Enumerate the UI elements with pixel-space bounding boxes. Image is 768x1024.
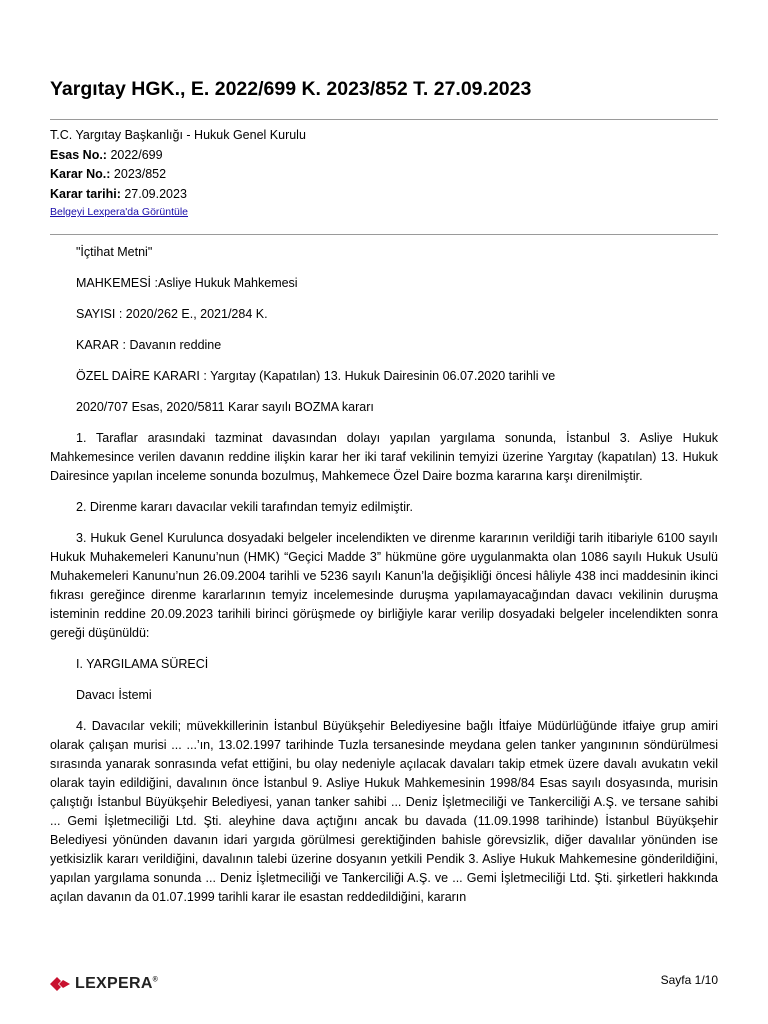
esas-value: 2022/699 (110, 147, 163, 162)
paragraph: 4. Davacılar vekili; müvekkillerinin İstanbul Büyükşehir Belediyesine bağlı İtfaiye Müdürlüğünde itfaiye grup amiri olarak çalışan murisi ... ...’ın, 13.02.1997 tarihinde Tuzla tersanesinde meydana gelen tanker yangınının söndürülmesi sırasında yanarak sonrasında vefat ettiğini, bu olay nedeniyle açılacak davaları takip etmek üzere davalı avukatın vekil olarak tayin edildiğini, davalının önce İstanbul 9. Asliye Hukuk Mahkemesinin 1998/84 Esas sayılı dosyasında, murisin çalıştığı İstanbul Büyükşehir Belediyesi, yanan tanker sahibi ... Deniz İşletmeciliği ve Tankerciliği A.Ş. ve tersane sahibi ... Gemi İşletmeciliği Ltd. Şti. aleyhine dava açtığını ancak bu davada (11.09.1998 tarihinde) İstanbul Büyükşehir Belediyesi yönünden davanın idari yargıda görülmesi gerektiğinden bahisle görevsizlik, diğer davalılar yönünden ise yetkisizlik kararı verildiğini, davalının talebi üzerine dosyanın yetkili Pendik 3. Asliye Hukuk Mahkemesine gönderildiğini, yapılan yargılama sonunda ... Deniz İşletmeciliği ve Tankerciliği A.Ş. ve ... Gemi İşletmeciliği Ltd. Şti. şirketleri hakkında açılan davanın da 01.07.1999 tarihli karar ile esastan reddedildiğini, kararın (50, 719, 718, 904)
court-name: T.C. Yargıtay Başkanlığı - Hukuk Genel Kurulu (50, 128, 306, 142)
lexpera-wordmark: LEXPERA® (75, 975, 159, 992)
esas-no (50, 146, 306, 166)
tarih-label: Karar tarihi: (50, 186, 121, 201)
paragraph: "İçtihat Metni" (76, 245, 153, 259)
paragraph: MAHKEMESİ :Asliye Hukuk Mahkemesi (76, 276, 298, 290)
karar-label: Karar No.: (50, 167, 111, 181)
karar-value: 2023/852 (113, 167, 167, 181)
meta-divider (50, 234, 718, 235)
document-meta (50, 126, 306, 220)
karar-no (50, 165, 306, 185)
subsection-heading: Davacı İstemi (76, 688, 152, 702)
paragraph: SAYISI : 2020/262 E., 2021/284 K. (76, 307, 268, 321)
document-title: Yargıtay HGK., E. 2022/699 K. 2023/852 T. 27.09.2023 (50, 78, 532, 100)
paragraph: 3. Hukuk Genel Kurulunca dosyadaki belgeler incelendikten ve direnme kararının verildiği tarih itibariyle 6100 sayılı Hukuk Muhakemeleri Kanunu’nun (HMK) “Geçici Madde 3” hükmüne göre uygulanmakta olan 1086 sayılı Hukuk Usulü Muhakemeleri Kanunu’nun 26.09.2004 tarihli ve 5236 sayılı Kanun’la değişikliği öncesi hâliyle 438 inci maddesinin ikinci fıkrası gereğince direnme kararlarının temyiz incelemesinde duruşma yapılamayacağından davacı vekilinin duruşma isteminin reddine 20.09.2023 tarihili birinci görüşmede oy birliğiyle karar verilip dosyadaki belgeler incelendikten sonra gereği düşünüldü: (50, 531, 718, 640)
document-body (50, 243, 718, 919)
paragraph: KARAR : Davanın reddine (76, 338, 222, 352)
paragraph: 2. Direnme kararı davacılar vekili tarafından temyiz edilmiştir. (76, 500, 413, 514)
paragraph: 1. Taraflar arasındaki tazminat davasından dolayı yapılan yargılama sonunda, İstanbul 3. Asliye Hukuk Mahkemesince verilen davanın reddine ilişkin karar her iki taraf vekilinin temyizi üzerine Yargıtay (kapatılan) 13. Hukuk Dairesince yapılan inceleme sonunda bozulmuş, Mahkemece Özel Daire bozma kararına karşı direnilmiştir. (50, 431, 718, 483)
top-divider (50, 119, 718, 120)
view-in-lexpera-link[interactable]: Belgeyi Lexpera'da Görüntüle (50, 206, 189, 218)
karar-tarihi (50, 185, 306, 205)
esas-label: Esas No.: (50, 147, 107, 162)
page-number: Sayfa 1/10 (660, 973, 718, 987)
paragraph: ÖZEL DAİRE KARARI : Yargıtay (Kapatılan) 13. Hukuk Dairesinin 06.07.2020 tarihli ve (76, 369, 556, 383)
paragraph: 2020/707 Esas, 2020/5811 Karar sayılı BOZMA kararı (76, 400, 374, 414)
lexpera-logo (50, 975, 158, 993)
lexpera-logo-icon (50, 976, 70, 992)
tarih-value: 27.09.2023 (124, 186, 187, 201)
section-heading: I. YARGILAMA SÜRECİ (76, 657, 209, 671)
